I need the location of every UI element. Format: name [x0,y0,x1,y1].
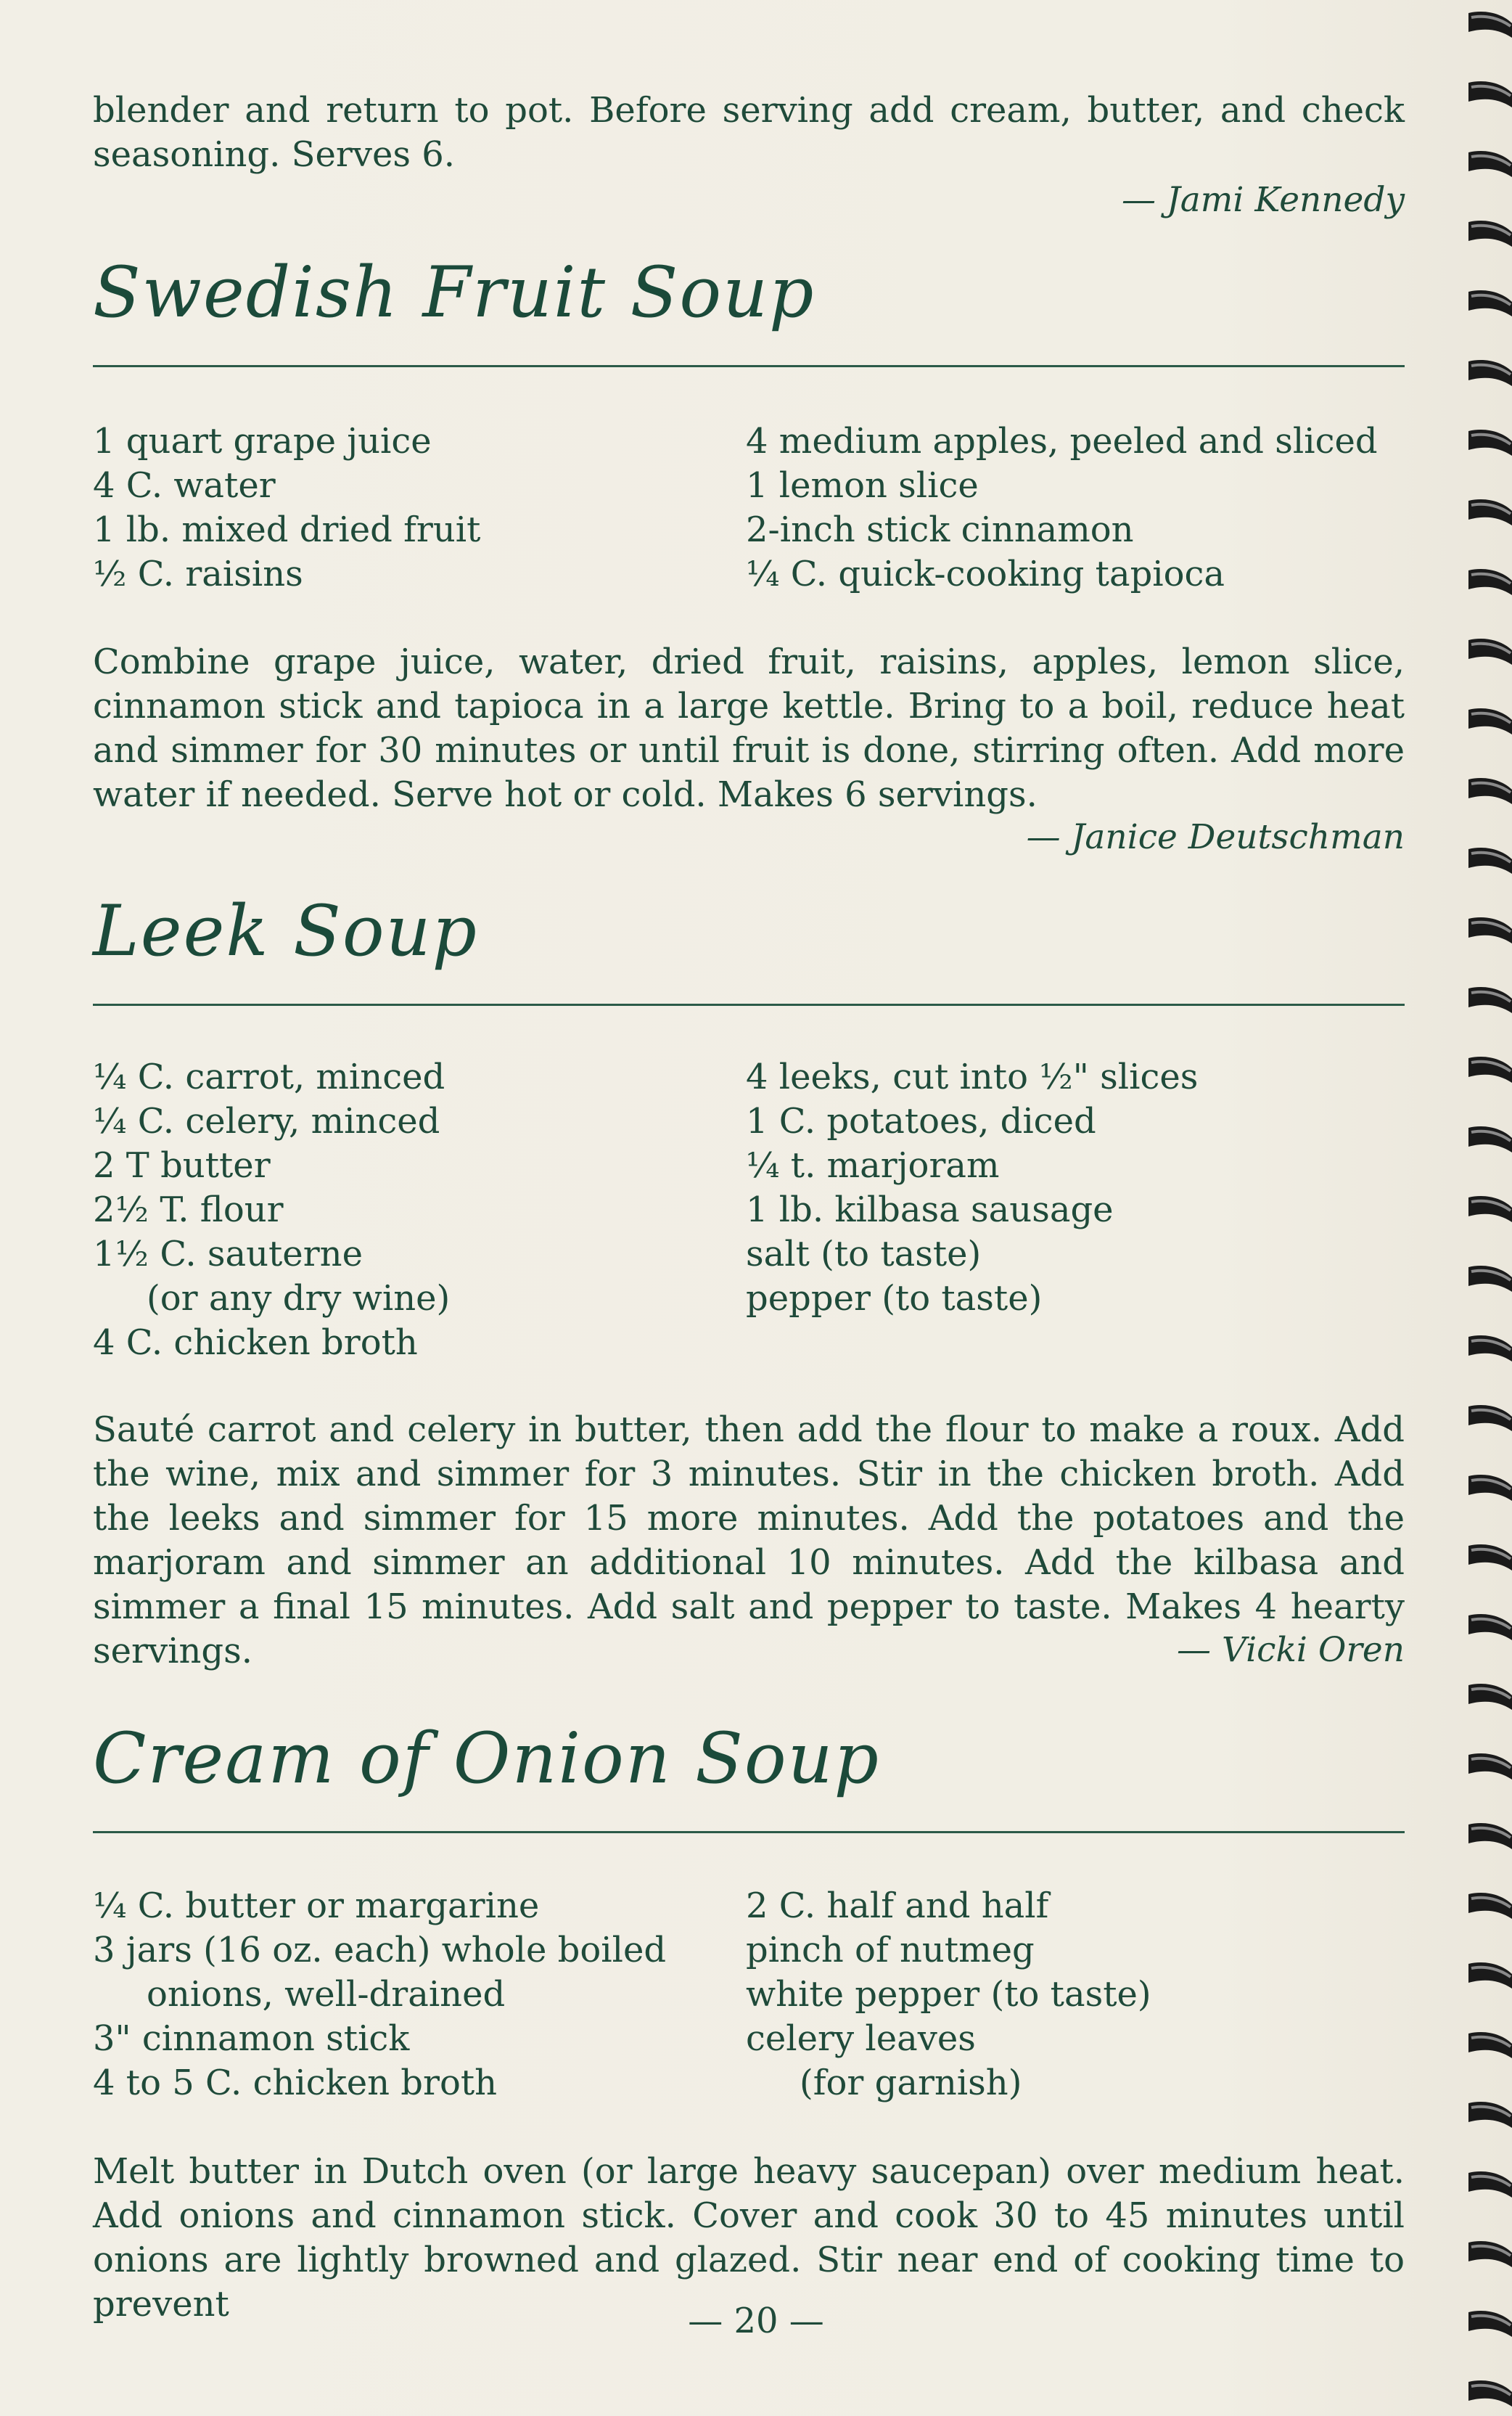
recipe-directions: Sauté carrot and celery in butter, then add the flour to make a roux. Add the wine, mix and simmer for 3 minutes. Stir in the chicken broth. Add the leeks and simmer for 15 more minutes. Add the potatoes and the marjoram and simmer an additional 10 minutes. Add the kilbasa and simmer a final 15 minutes. Add salt and pepper to taste. Makes 4 hearty servings. [93,1409,1405,1671]
ingredient: ¼ C. quick-cooking tapioca [746,554,1225,594]
ingredient: 4 medium apples, peeled and sliced [746,421,1378,462]
recipe-directions: Combine grape juice, water, dried fruit, raisins, apples, lemon slice, cinnamon stick and tapioca in a large kettle. Bring to a boil, reduce heat and simmer for 30 minutes or until fruit is done, stirring often. Add more water if needed. Serve hot or cold. Makes 6 servings. [93,642,1405,815]
ingredient: ½ C. raisins [93,554,303,594]
recipe-attribution: — Vicki Oren [1177,1630,1405,1670]
intro-text: blender and return to pot. Before serving add cream, butter, and check seasoning. Serves 6. [93,90,1405,175]
ingredients-left [93,1055,450,1365]
ingredient: ¼ C. butter or margarine [93,1885,540,1926]
ingredient: white pepper (to taste) [746,1974,1151,2015]
ingredient: 4 to 5 C. chicken broth [93,2063,498,2103]
ingredient: 2 T butter [93,1145,271,1186]
ingredient: 2½ T. flour [93,1189,284,1230]
ingredient: 4 C. water [93,465,276,506]
ingredient: (for garnish) [800,2063,1022,2103]
ingredient: (or any dry wine) [147,1278,451,1319]
ingredient: ¼ C. carrot, minced [93,1057,445,1097]
ingredient: pepper (to taste) [746,1278,1043,1319]
spiral-binding-icon [1447,0,1512,2416]
intro-attribution: — Jami Kennedy [1122,180,1405,220]
ingredient: 3" cinnamon stick [93,2018,410,2059]
ingredient: 3 jars (16 oz. each) whole boiled [93,1930,667,1970]
page-number: — 20 — [688,2301,824,2341]
ingredient: ¼ C. celery, minced [93,1101,440,1142]
ingredient: celery leaves [746,2018,976,2059]
ingredient: pinch of nutmeg [746,1930,1035,1970]
ingredient: 1 lemon slice [746,465,979,506]
recipe-title-swedish-fruit-soup: Swedish Fruit Soup [93,252,815,333]
title-rule [93,1831,1405,1833]
ingredient: 1 quart grape juice [93,421,432,462]
ingredient: 2 C. half and half [746,1885,1049,1926]
title-rule [93,365,1405,367]
ingredients-left [93,1884,666,2105]
ingredient: 1½ C. sauterne [93,1234,363,1274]
ingredient: 1 C. potatoes, diced [746,1101,1096,1142]
ingredient: onions, well-drained [147,1974,506,2015]
recipe-directions: Melt butter in Dutch oven (or large heavy saucepan) over medium heat. Add onions and cinnamon stick. Cover and cook 30 to 45 minutes until onions are lightly browned and glazed. Stir near end of cooking time to prevent [93,2151,1405,2325]
recipe-title-leek-soup: Leek Soup [93,890,478,972]
ingredients-right [746,1884,1151,2105]
ingredient: 4 leeks, cut into ½" slices [746,1057,1199,1097]
ingredient: 4 C. chicken broth [93,1322,418,1363]
ingredients-right [746,419,1378,597]
ingredient: salt (to taste) [746,1234,982,1274]
title-rule [93,1004,1405,1006]
ingredients-right [746,1055,1198,1321]
ingredient: 2-inch stick cinnamon [746,509,1134,550]
recipe-attribution: — Janice Deutschman [1026,817,1405,857]
ingredient: ¼ t. marjoram [746,1145,1000,1186]
ingredient: 1 lb. mixed dried fruit [93,509,481,550]
ingredients-left [93,419,480,597]
recipe-title-cream-of-onion-soup: Cream of Onion Soup [93,1718,880,1799]
ingredient: 1 lb. kilbasa sausage [746,1189,1114,1230]
